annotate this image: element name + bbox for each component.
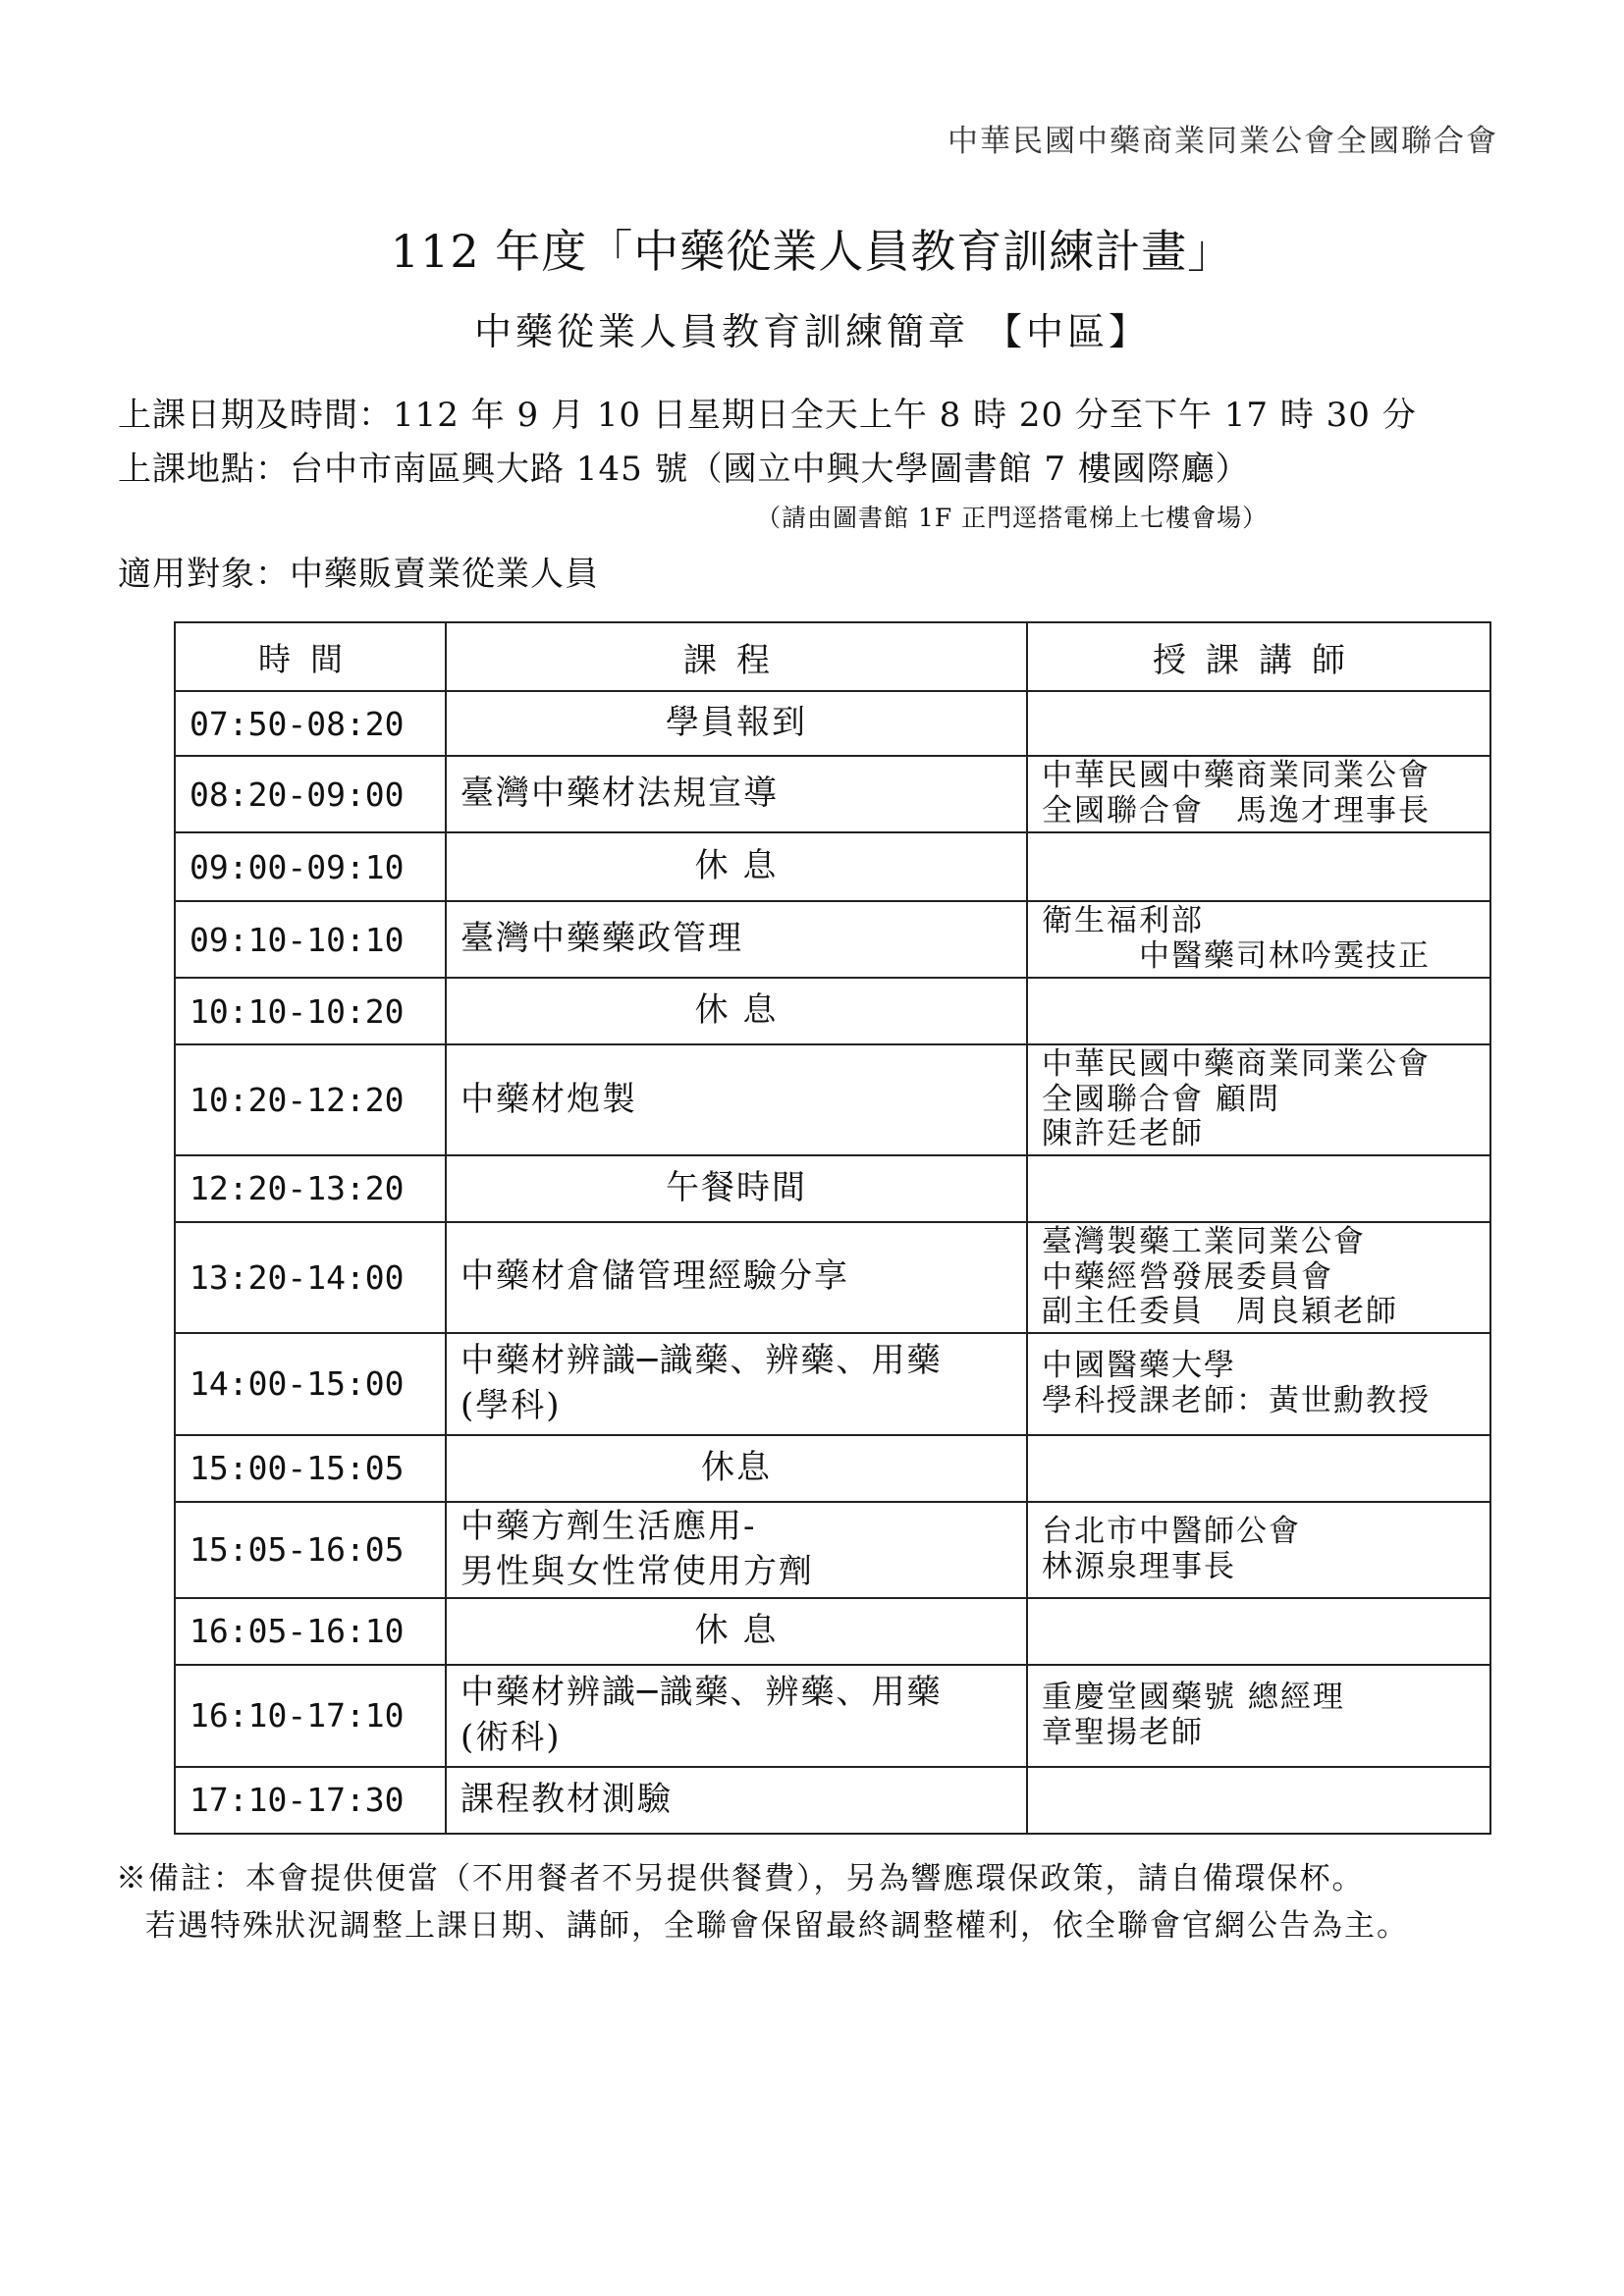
cell-teacher: 衛生福利部 中醫藥司林吟霙技正 (1027, 901, 1490, 978)
remark-note (116, 1855, 1510, 1949)
cell-time: 15:00-15:05 (175, 1435, 446, 1502)
table-row (175, 756, 1490, 832)
cell-teacher (1027, 1155, 1490, 1222)
table-header-row (175, 622, 1490, 691)
table-row (175, 1222, 1490, 1333)
cell-teacher (1027, 978, 1490, 1044)
table-row (175, 901, 1490, 978)
table-row (175, 1502, 1490, 1598)
cell-course: 課程教材測驗 (446, 1767, 1027, 1834)
document-subtitle: 中藥從業人員教育訓練簡章 【中區】 (473, 310, 1151, 353)
cell-time: 09:00-09:10 (175, 832, 446, 901)
cell-teacher: 台北市中醫師公會 林源泉理事長 (1027, 1502, 1490, 1598)
cell-time: 10:20-12:20 (175, 1044, 446, 1155)
cell-course: 臺灣中藥材法規宣導 (446, 756, 1027, 832)
cell-course: 中藥方劑生活應用- 男性與女性常使用方劑 (446, 1502, 1027, 1598)
cell-course: 學員報到 (446, 691, 1027, 756)
location-note: （請由圖書館 1F 正門逕搭電梯上七樓會場） (756, 504, 1269, 532)
cell-time: 07:50-08:20 (175, 691, 446, 756)
cell-teacher (1027, 832, 1490, 901)
cell-course: 休 息 (446, 978, 1027, 1044)
table-row (175, 1333, 1490, 1435)
class-location: 上課地點：台中市南區興大路 145 號（國立中興大學圖書館 7 樓國際廳） (118, 450, 1250, 489)
cell-time: 15:05-16:05 (175, 1502, 446, 1598)
target-audience: 適用對象：中藥販賣業從業人員 (118, 555, 599, 594)
cell-teacher (1027, 1767, 1490, 1834)
cell-teacher (1027, 1598, 1490, 1665)
cell-teacher (1027, 691, 1490, 756)
table-row (175, 978, 1490, 1044)
cell-time: 16:10-17:10 (175, 1665, 446, 1767)
cell-teacher: 中華民國中藥商業同業公會 全國聯合會 顧問 陳許廷老師 (1027, 1044, 1490, 1155)
cell-teacher: 中華民國中藥商業同業公會 全國聯合會 馬逸才理事長 (1027, 756, 1490, 832)
header-course: 課程 (446, 622, 1027, 691)
cell-course: 中藥材辨識─識藥、辨藥、用藥 (術科) (446, 1665, 1027, 1767)
cell-course: 午餐時間 (446, 1155, 1027, 1222)
cell-teacher: 中國醫藥大學 學科授課老師：黃世勳教授 (1027, 1333, 1490, 1435)
table-row (175, 1044, 1490, 1155)
cell-time: 10:10-10:20 (175, 978, 446, 1044)
organization-name: 中華民國中藥商業同業公會全國聯合會 (947, 124, 1498, 159)
cell-teacher: 臺灣製藥工業同業公會 中藥經營發展委員會 副主任委員 周良穎老師 (1027, 1222, 1490, 1333)
cell-course: 臺灣中藥藥政管理 (446, 901, 1027, 978)
cell-time: 16:05-16:10 (175, 1598, 446, 1665)
cell-time: 08:20-09:00 (175, 756, 446, 832)
cell-course: 休息 (446, 1435, 1027, 1502)
cell-time: 14:00-15:00 (175, 1333, 446, 1435)
remark-line-2: 若遇特殊狀況調整上課日期、講師，全聯會保留最終調整權利，依全聯會官網公告為主。 (145, 1908, 1409, 1944)
header-teacher: 授課講師 (1027, 622, 1490, 691)
cell-teacher (1027, 1435, 1490, 1502)
table-row (175, 832, 1490, 901)
cell-course: 中藥材辨識─識藥、辨藥、用藥 (學科) (446, 1333, 1027, 1435)
remark-line-1: ※備註：本會提供便當（不用餐者不另提供餐費），另為響應環保政策，請自備環保杯。 (116, 1861, 1365, 1896)
table-row (175, 1665, 1490, 1767)
table-row (175, 691, 1490, 756)
cell-course: 中藥材炮製 (446, 1044, 1027, 1155)
schedule-body (175, 691, 1490, 1834)
table-row (175, 1155, 1490, 1222)
cell-course: 休 息 (446, 1598, 1027, 1665)
cell-teacher: 重慶堂國藥號 總經理 章聖揚老師 (1027, 1665, 1490, 1767)
header-time: 時間 (175, 622, 446, 691)
cell-time: 12:20-13:20 (175, 1155, 446, 1222)
cell-time: 09:10-10:10 (175, 901, 446, 978)
table-row (175, 1767, 1490, 1834)
class-date-time: 上課日期及時間：112 年 9 月 10 日星期日全天上午 8 時 20 分至下午 17 時 30 分 (118, 396, 1417, 435)
table-row (175, 1598, 1490, 1665)
cell-course: 中藥材倉儲管理經驗分享 (446, 1222, 1027, 1333)
document-title: 112 年度「中藥從業人員教育訓練計畫」 (390, 225, 1234, 278)
cell-time: 13:20-14:00 (175, 1222, 446, 1333)
cell-time: 17:10-17:30 (175, 1767, 446, 1834)
cell-course: 休 息 (446, 832, 1027, 901)
table-row (175, 1435, 1490, 1502)
schedule-table (174, 621, 1491, 1835)
